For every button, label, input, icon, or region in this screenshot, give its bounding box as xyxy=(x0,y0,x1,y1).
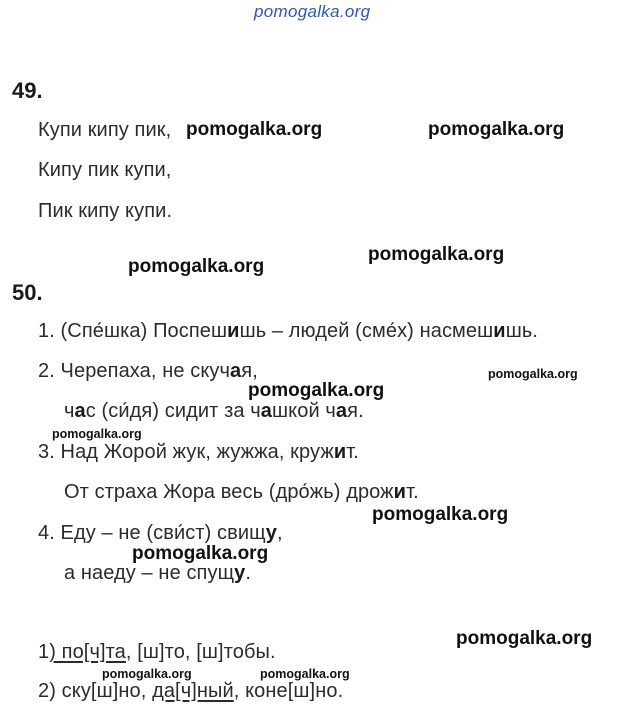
exercise-50-number: 50. xyxy=(12,280,43,305)
ex50-line-7 xyxy=(64,562,251,585)
text: 2) ску[ш]но, xyxy=(38,680,153,702)
bold-letter: и xyxy=(393,481,407,503)
text: 1. (Спе́шка) Поспеш xyxy=(38,320,228,342)
ex50-line-6 xyxy=(38,522,283,545)
bold-letter: а xyxy=(230,360,242,382)
bold-letter: и xyxy=(333,441,347,463)
text: ч xyxy=(64,400,75,422)
text: т. xyxy=(346,441,359,463)
watermark: pomogalka.org xyxy=(260,667,350,681)
ex50-line-5 xyxy=(64,481,419,504)
watermark: pomogalka.org xyxy=(186,119,323,140)
text: шь – людей (сме́х) насмеш xyxy=(239,320,494,342)
watermark: pomogalka.org xyxy=(132,543,269,564)
bold-letter: а xyxy=(74,400,86,422)
text: а наеду – не спущ xyxy=(64,562,235,584)
exercise-49-number: 49. xyxy=(12,78,43,103)
text: От страха Жора весь (дро́жь) дрож xyxy=(64,481,394,503)
text: 3. Над Жорой жук, жужжа, круж xyxy=(38,441,334,463)
text: я. xyxy=(347,400,364,422)
bold-letter: у xyxy=(265,522,277,544)
underlined-word: ) по[ч]та xyxy=(49,641,126,663)
site-watermark-top: pomogalka.org xyxy=(254,2,371,21)
bottom-row-2 xyxy=(38,680,343,703)
text: , xyxy=(276,522,283,544)
ex50-line-2 xyxy=(38,360,258,383)
watermark: pomogalka.org xyxy=(372,504,509,525)
text: 4. Еду – не (сви́ст) свищ xyxy=(38,522,266,544)
text: , [ш]то, [ш]тобы. xyxy=(125,641,276,663)
text: т. xyxy=(406,481,419,503)
ex49-line-2: Кипу пик купи, xyxy=(38,159,172,181)
ex50-line-1 xyxy=(38,320,538,343)
text: 1 xyxy=(38,641,50,663)
watermark: pomogalka.org xyxy=(428,119,565,140)
ex50-line-3 xyxy=(64,400,364,423)
ex49-line-3: Пик кипу купи. xyxy=(38,200,173,222)
bold-letter: и xyxy=(493,320,506,342)
watermark: pomogalka.org xyxy=(52,427,142,441)
watermark: pomogalka.org xyxy=(368,244,505,265)
watermark: pomogalka.org xyxy=(248,380,385,401)
bold-letter: у xyxy=(234,562,246,584)
ex50-line-4 xyxy=(38,441,359,464)
watermark: pomogalka.org xyxy=(102,667,192,681)
text: , коне[ш]но. xyxy=(233,680,344,702)
text: шь. xyxy=(505,320,539,342)
watermark: pomogalka.org xyxy=(128,256,265,277)
text: с (си́дя) сидит за ч xyxy=(85,400,261,422)
watermark: pomogalka.org xyxy=(456,628,593,649)
bottom-row-1 xyxy=(38,641,276,664)
bold-letter: и xyxy=(227,320,240,342)
text: . xyxy=(245,562,252,584)
watermark: pomogalka.org xyxy=(488,367,578,381)
bold-letter: а xyxy=(260,400,273,422)
underlined-word: да[ч]ный xyxy=(152,680,234,702)
ex49-line-1: Купи кипу пик, xyxy=(38,119,172,141)
text: я, xyxy=(241,360,258,382)
bold-letter: а xyxy=(335,400,348,422)
text: 2. Черепаха, не скуч xyxy=(38,360,231,382)
text: шкой ч xyxy=(272,400,336,422)
